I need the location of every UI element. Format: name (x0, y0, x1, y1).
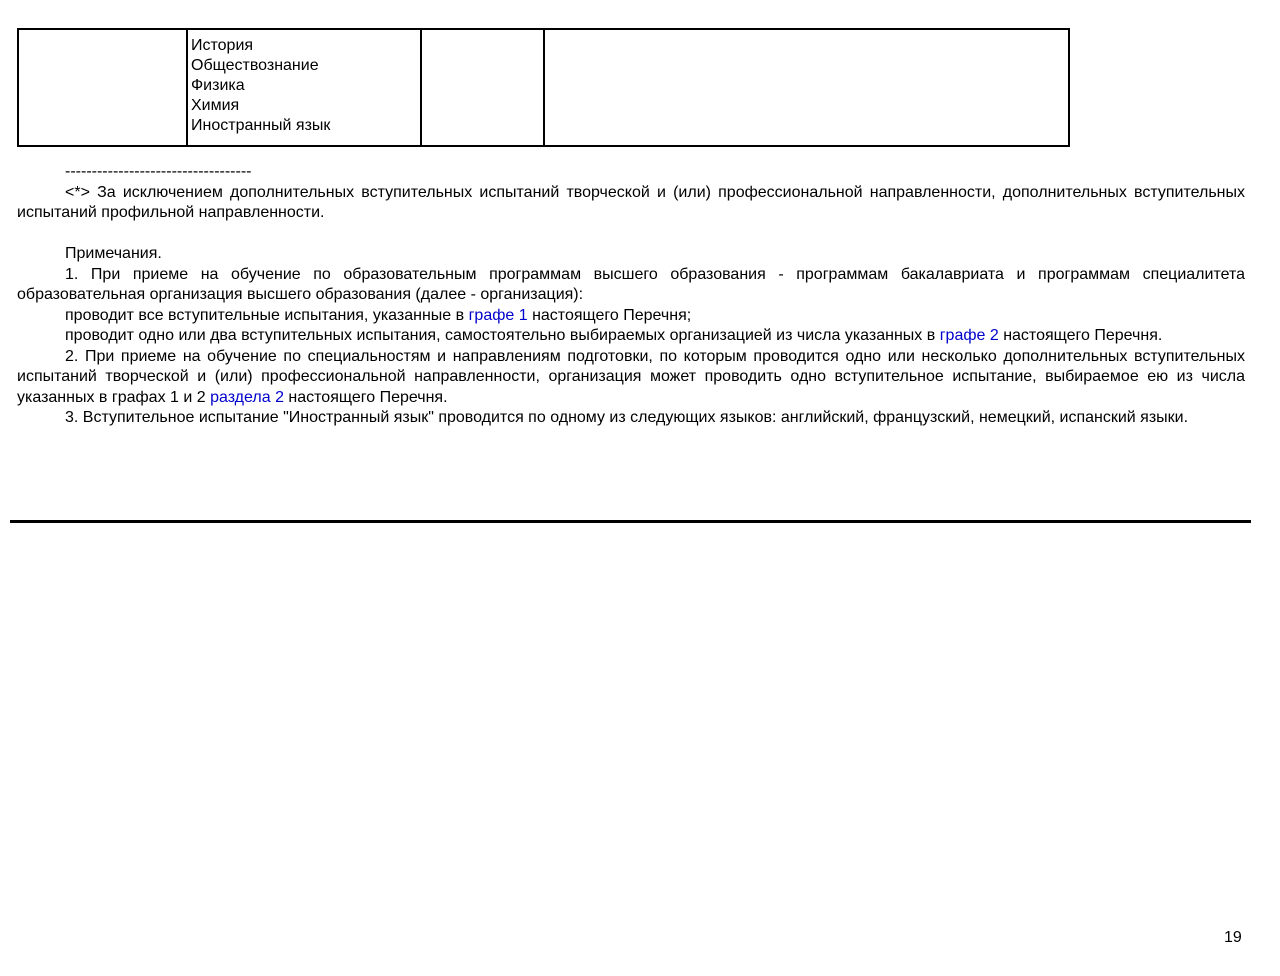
table-row (18, 29, 1069, 146)
page-number: 19 (1224, 929, 1242, 946)
table-cell-3 (421, 29, 544, 146)
footnote-text: <*> За исключением дополнительных вступительных испытаний творческой и (или) профессиональной направленности, дополнительных вступительных испытаний профильной направленности. (17, 183, 1245, 221)
subject-item: Химия (191, 97, 240, 114)
link-grafe-1[interactable]: графе 1 (468, 306, 528, 324)
footnote-separator: ----------------------------------- (65, 163, 252, 180)
subject-item: Иностранный язык (191, 117, 331, 134)
notes-section (17, 162, 1245, 429)
note-1-item-a: проводит все вступительные испытания, указанные в графе 1 настоящего Перечня; (65, 306, 692, 324)
table-cell-1 (18, 29, 187, 146)
link-grafe-2[interactable]: графе 2 (939, 327, 999, 344)
subject-item: Физика (191, 77, 245, 94)
table-cell-4 (544, 29, 1069, 146)
notes-heading: Примечания. (65, 245, 162, 262)
table-cell-subjects (187, 29, 421, 146)
link-razdela-2[interactable]: раздела 2 (210, 388, 284, 406)
subject-item: Обществознание (191, 57, 319, 74)
subject-item: История (191, 37, 254, 54)
note-3: 3. Вступительное испытание "Иностранный язык" проводится по одному из следующих языков: английский, французский, немецкий, испанский языки. (65, 409, 1189, 426)
blank-line (17, 224, 1245, 245)
note-1: 1. При приеме на обучение по образовательным программам высшего образования - программам бакалавриата и программам специалитета образовательная организация высшего образования (далее - организация): (17, 265, 1245, 303)
note-1-item-b: проводит одно или два вступительных испытания, самостоятельно выбираемых организацией из числа указанных в графе 2 настоящего Перечня. (65, 327, 1163, 344)
note-2: 2. При приеме на обучение по специальностям и направлениям подготовки, по которым проводится одно или несколько дополнительных вступительных испытаний творческой и (или) профессиональной направленности, организация может проводить одно вступительное испытание, выбираемое ею из числа указанных в графах 1 и 2 раздела 2 настоящего Перечня. (17, 347, 1245, 406)
subjects-table (17, 28, 1070, 147)
page-footer-separator (10, 520, 1251, 523)
